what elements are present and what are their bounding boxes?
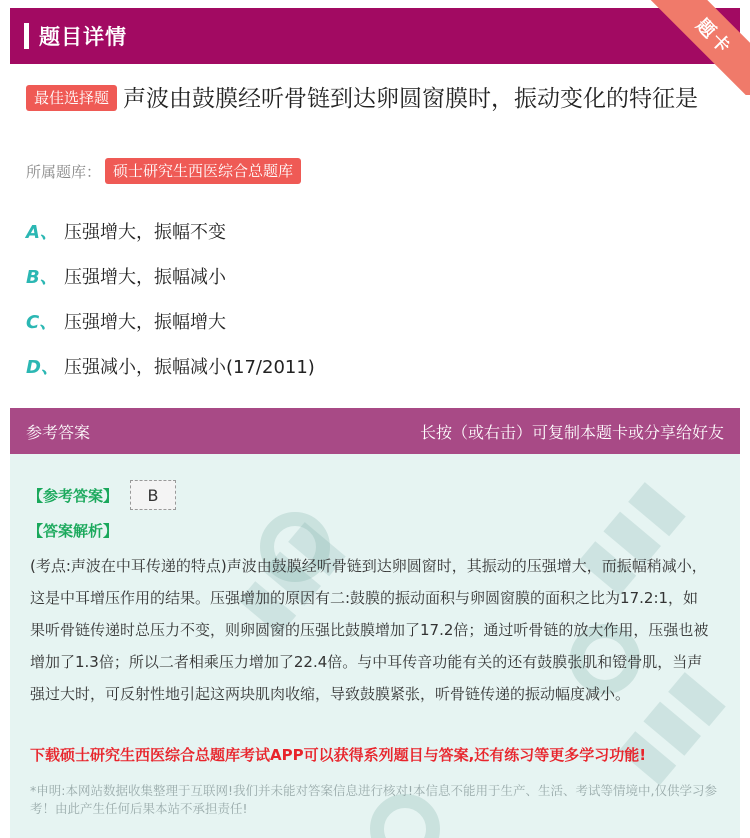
ribbon-label: 题卡 <box>691 14 737 60</box>
answer-title: 参考答案 <box>26 422 91 442</box>
option-letter: B、 <box>26 266 58 288</box>
options-list <box>26 208 726 388</box>
app-promo-link[interactable]: 下载硕士研究生西医综合总题库考试APP可以获得系列题目与答案,还有练习等更多学习功能! <box>30 746 647 764</box>
option-text: 压强增大，振幅不变 <box>64 221 226 243</box>
watermark-decoration: ▮▮▮ <box>219 504 357 646</box>
option-b[interactable] <box>26 253 726 298</box>
question-source <box>26 158 301 184</box>
option-text: 压强增大，振幅减小 <box>64 266 226 288</box>
option-letter: D、 <box>26 356 59 378</box>
answer-header <box>10 408 740 454</box>
header-bar <box>10 8 740 64</box>
reference-answer-row <box>28 480 176 510</box>
question-text: 声波由鼓膜经听骨链到达卵圆窗膜时，振动变化的特征是 <box>123 86 699 112</box>
option-c[interactable] <box>26 298 726 343</box>
option-letter: A、 <box>26 221 58 243</box>
watermark-decoration: ▮▮▮ <box>599 654 737 796</box>
option-a[interactable] <box>26 208 726 253</box>
analysis-text: (考点:声波在中耳传递的特点)声波由鼓膜经听骨链到达卵圆窗时，其振动的压强增大，而振幅稍减小，这是中耳增压作用的结果。压强增加的原因有二:鼓膜的振动面积与卵圆窗膜的面积之比为17.2:1，如果听骨链传递时总压力不变，则卵圆窗的压强比鼓膜增加了17.2倍；通过听骨链的放大作用，压强也被增加了1.3倍；所以二者相乘压力增加了22.4倍。与中耳传音功能有关的还有鼓膜张肌和镫骨肌，当声强过大时，可反射性地引起这两块肌肉收缩，导致鼓膜紧张，听骨链传递的振动幅度减小。 <box>30 557 709 703</box>
watermark-decoration: ▮▮▮ <box>559 464 697 606</box>
option-text: 压强增大，振幅增大 <box>64 311 226 333</box>
page-title: 题目详情 <box>39 25 127 49</box>
analysis-label: 【答案解析】 <box>28 522 119 540</box>
question-type-tag: 最佳选择题 <box>26 85 117 111</box>
reference-answer-value: B <box>130 480 176 510</box>
disclaimer-text: *申明:本网站数据收集整理于互联网!我们并未能对答案信息进行核对!本信息不能用于生产、生活、考试等情境中,仅供学习参考！由此产生任何后果本站不承担责任! <box>30 783 717 816</box>
question-block <box>26 80 726 118</box>
answer-body <box>10 454 740 838</box>
header-accent-bar <box>24 23 29 49</box>
option-letter: C、 <box>26 311 58 333</box>
reference-answer-label: 【参考答案】 <box>28 486 119 505</box>
source-badge[interactable]: 硕士研究生西医综合总题库 <box>105 158 301 184</box>
source-label: 所属题库： <box>26 162 102 181</box>
option-d[interactable] <box>26 343 726 388</box>
option-text: 压强减小，振幅减小(17/2011) <box>64 356 315 378</box>
share-hint: 长按（或右击）可复制本题卡或分享给好友 <box>419 422 724 442</box>
